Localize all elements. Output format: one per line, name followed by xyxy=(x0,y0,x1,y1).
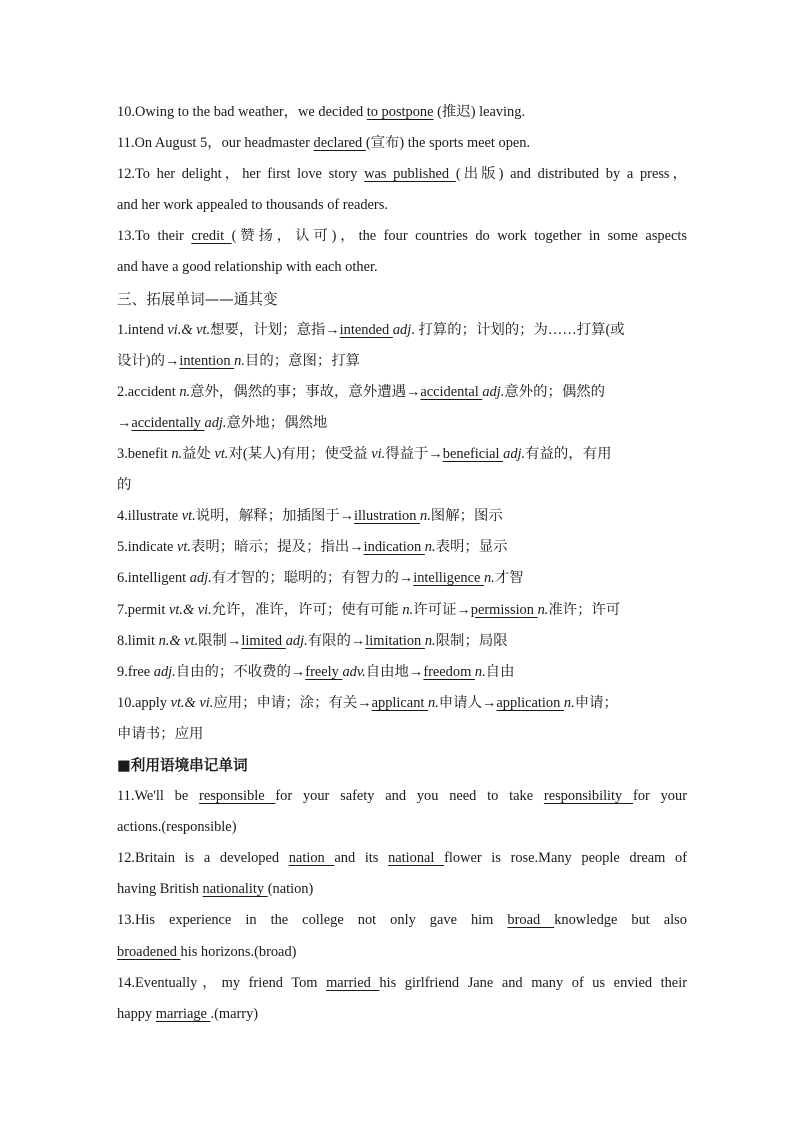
text-segment: 13.To their xyxy=(117,228,192,245)
text-line xyxy=(117,532,687,563)
answer-blank: accidental xyxy=(420,383,483,400)
text-segment: 益处 xyxy=(182,446,215,463)
text-segment: 11.We'll be xyxy=(117,788,200,805)
answer-blank: nationality xyxy=(202,881,268,898)
text-segment: 有益的，有用 xyxy=(525,446,612,463)
answer-blank: marriage xyxy=(155,1005,211,1022)
part-of-speech: n. xyxy=(171,446,183,463)
text-segment: 自由的；不收费的→ xyxy=(175,663,306,680)
text-segment: 许可证→ xyxy=(413,601,471,618)
text-segment: 得益于→ xyxy=(385,446,443,463)
text-segment: and its xyxy=(334,850,389,867)
part-of-speech: vi.& vt. xyxy=(167,321,211,338)
answer-blank: limitation xyxy=(365,632,425,649)
answer-blank: applicant xyxy=(371,694,428,711)
text-segment: his girlfriend Jane and many of us envied their xyxy=(379,974,687,991)
text-line xyxy=(117,874,687,905)
text-line xyxy=(117,688,687,719)
answer-blank: freely xyxy=(305,663,343,680)
answer-blank: permission xyxy=(470,601,538,618)
text-segment: 意外的；偶然的 xyxy=(504,383,606,400)
answer-blank: married xyxy=(326,974,380,991)
part-of-speech: adj. xyxy=(285,632,308,649)
text-segment: 表明；暗示；提及；指出→ xyxy=(190,539,364,556)
text-segment: 自由 xyxy=(485,663,515,680)
part-of-speech: adj. xyxy=(482,383,505,400)
text-segment: knowledge but also xyxy=(554,912,687,929)
answer-blank: nation xyxy=(288,850,335,867)
answer-blank: illustration xyxy=(354,508,420,525)
part-of-speech: n. xyxy=(402,601,414,618)
text-line xyxy=(117,315,687,346)
text-segment: 申请书；应用 xyxy=(117,725,204,742)
part-of-speech: n. xyxy=(474,663,486,680)
text-segment: 意外，偶然的事；事故，意外遭遇→ xyxy=(190,383,421,400)
part-of-speech: adj. xyxy=(189,570,212,587)
text-segment: 11.On August 5，our headmaster xyxy=(117,135,314,152)
text-segment: 限制→ xyxy=(198,632,242,649)
text-segment: for your xyxy=(633,788,687,805)
text-segment: 5.indicate xyxy=(117,539,177,556)
text-segment: actions.(responsible) xyxy=(117,819,237,836)
answer-blank: freedom xyxy=(423,663,475,680)
text-line xyxy=(117,719,687,750)
text-segment: 12.Britain is a developed xyxy=(117,850,289,867)
text-segment: 6.intelligent xyxy=(117,570,190,587)
answer-blank: accidentally xyxy=(131,414,205,431)
answer-blank: indication xyxy=(363,539,425,556)
text-segment: 准许；许可 xyxy=(548,601,621,618)
text-segment: 7.permit xyxy=(117,601,169,618)
text-line xyxy=(117,128,687,159)
text-line xyxy=(117,999,687,1030)
text-segment: 的 xyxy=(117,477,132,494)
text-line xyxy=(117,626,687,657)
part-of-speech: n. xyxy=(420,508,431,525)
text-line xyxy=(117,501,687,532)
answer-blank: responsibility xyxy=(543,788,634,805)
text-segment: 3.benefit xyxy=(117,446,172,463)
text-line xyxy=(117,159,687,190)
answer-blank: intention xyxy=(179,352,235,369)
text-segment: and have a good relationship with each other. xyxy=(117,259,378,276)
text-segment: 三、拓展单词——通其变 xyxy=(117,290,278,308)
section-heading xyxy=(117,750,687,781)
text-segment: 想要，计划；意指→ xyxy=(210,321,340,338)
part-of-speech: vt. xyxy=(181,508,196,525)
text-line xyxy=(117,843,687,874)
text-line xyxy=(117,377,687,408)
part-of-speech: adj. xyxy=(503,446,526,463)
part-of-speech: adj. xyxy=(204,414,227,431)
part-of-speech: n. xyxy=(563,694,575,711)
part-of-speech: n. xyxy=(427,694,439,711)
text-segment: 4.illustrate xyxy=(117,508,182,525)
text-line xyxy=(117,408,687,439)
answer-blank: broadened xyxy=(117,943,181,960)
text-segment: 10.Owing to the bad weather，we decided xyxy=(117,104,367,120)
answer-blank: application xyxy=(496,694,564,711)
answer-blank: credit xyxy=(191,228,232,245)
text-segment: 有限的→ xyxy=(307,632,366,649)
text-segment: 才智 xyxy=(494,570,524,587)
text-line xyxy=(117,97,687,128)
text-segment: flower is rose.Many people dream of xyxy=(444,850,687,867)
answer-blank: to postpone xyxy=(366,104,434,120)
answer-blank: beneficial xyxy=(442,446,504,463)
text-segment: 限制；局限 xyxy=(435,632,508,649)
answer-blank: intended xyxy=(339,321,393,338)
text-segment: 13.His experience in the college not only gave him xyxy=(117,912,508,929)
text-segment: (出版) and distributed by a press， xyxy=(455,166,687,183)
text-line xyxy=(117,657,687,688)
text-segment: 2.accident xyxy=(117,383,180,400)
text-segment: 说明，解释；加插图于→ xyxy=(195,508,355,525)
part-of-speech: n. xyxy=(179,383,191,400)
answer-blank: limited xyxy=(241,632,286,649)
text-line xyxy=(117,346,687,377)
text-line xyxy=(117,937,687,968)
text-line xyxy=(117,905,687,936)
part-of-speech: n. xyxy=(234,352,245,369)
text-segment: 自由地→ xyxy=(365,663,424,680)
text-segment: 意外地；偶然地 xyxy=(226,414,328,431)
answer-blank: national xyxy=(388,850,445,867)
text-segment: (宣布) the sports meet open. xyxy=(365,135,531,152)
text-line xyxy=(117,563,687,594)
text-segment: having British xyxy=(117,881,203,898)
part-of-speech: vt.& vi. xyxy=(168,601,212,618)
answer-blank: was published xyxy=(364,166,456,183)
part-of-speech: n. xyxy=(424,632,436,649)
text-segment: 12.To her delight，her first love story xyxy=(117,166,365,183)
text-segment: (赞扬，认可)，the four countries do work together in some aspects xyxy=(231,228,687,245)
text-segment: ■利用语境串记单词 xyxy=(117,756,248,774)
text-segment: 1.intend xyxy=(117,321,168,338)
part-of-speech: n. xyxy=(483,570,495,587)
text-segment: 对(某人)有用；使受益 xyxy=(228,446,372,463)
text-segment: for your safety and you need to take xyxy=(275,788,544,805)
answer-blank: responsible xyxy=(199,788,276,805)
text-line xyxy=(117,439,687,470)
part-of-speech: adj. xyxy=(153,663,176,680)
text-segment: and her work appealed to thousands of readers. xyxy=(117,197,388,214)
text-segment: 设计)的→ xyxy=(117,352,180,369)
text-line xyxy=(117,781,687,812)
part-of-speech: n. xyxy=(537,601,549,618)
text-line xyxy=(117,190,687,221)
text-segment: .(marry) xyxy=(210,1005,259,1022)
text-segment: 允许，准许，许可；使有可能 xyxy=(211,601,403,618)
part-of-speech: vt. xyxy=(176,539,191,556)
part-of-speech: n. xyxy=(424,539,436,556)
text-segment: 图解；图示 xyxy=(430,508,503,525)
text-segment: 申请； xyxy=(574,694,618,711)
text-segment: 应用；申请；涂；有关→ xyxy=(213,694,372,711)
text-line xyxy=(117,252,687,283)
document-body xyxy=(117,97,687,1030)
text-line xyxy=(117,968,687,999)
text-line xyxy=(117,470,687,501)
text-segment: 9.free xyxy=(117,663,154,680)
answer-blank: broad xyxy=(507,912,555,929)
answer-blank: intelligence xyxy=(413,570,484,587)
text-line xyxy=(117,595,687,626)
text-segment: 表明；显示 xyxy=(435,539,508,556)
text-segment: . 打算的；计划的；为……打算(或 xyxy=(411,321,625,338)
text-segment: (推迟) leaving. xyxy=(433,104,526,120)
part-of-speech: adj xyxy=(392,321,412,338)
text-segment: 目的；意图；打算 xyxy=(244,352,361,369)
text-line xyxy=(117,812,687,843)
part-of-speech: n.& vt. xyxy=(158,632,199,649)
text-segment: 10.apply xyxy=(117,694,171,711)
part-of-speech: vi. xyxy=(371,446,386,463)
text-segment: (nation) xyxy=(267,881,314,898)
text-segment: → xyxy=(117,414,132,431)
part-of-speech: adv. xyxy=(342,663,366,680)
answer-blank: declared xyxy=(313,135,366,152)
text-segment: 申请人→ xyxy=(438,694,497,711)
text-line xyxy=(117,221,687,252)
text-segment: 14.Eventually，my friend Tom xyxy=(117,974,327,991)
part-of-speech: vt.& vi. xyxy=(170,694,214,711)
text-segment: 8.limit xyxy=(117,632,159,649)
text-segment: 有才智的；聪明的；有智力的→ xyxy=(211,570,414,587)
text-segment: happy xyxy=(117,1005,156,1022)
part-of-speech: vt. xyxy=(214,446,229,463)
section-heading xyxy=(117,284,687,315)
text-segment: his horizons.(broad) xyxy=(180,943,297,960)
